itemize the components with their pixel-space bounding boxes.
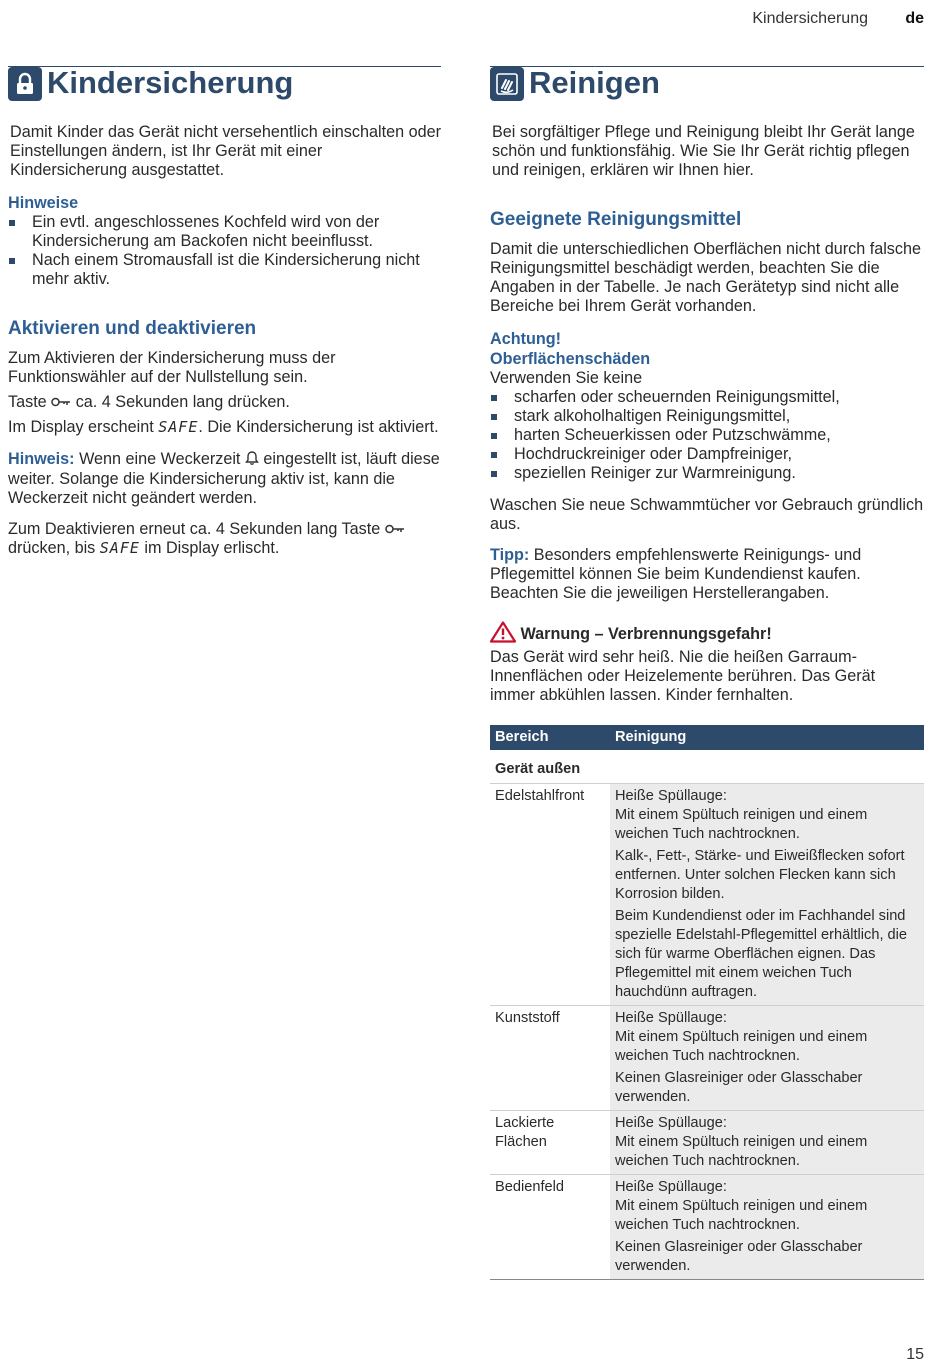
running-header-section: Kindersicherung <box>752 10 868 27</box>
tip-paragraph: Tipp: Besonders empfehlenswerte Reinigungs- und Pflegemittel können Sie beim Kundendienst kaufen. Beachten Sie die jeweiligen Herstellerangaben. <box>490 546 862 602</box>
deactivate-paragraph: Zum Deaktivieren erneut ca. 4 Sekunden lang Taste drücken, bis SAFE im Display erlischt. <box>8 520 441 558</box>
cleaning-cell <box>610 784 924 1006</box>
table-body <box>490 750 924 1280</box>
language-code: de <box>905 10 924 27</box>
cleaning-instruction: Heiße Spüllauge: Mit einem Spültuch reinigen und einem weichen Tuch nachtrocknen. <box>615 1010 868 1064</box>
list-item: stark alkoholhaltigen Reinigungsmittel, <box>490 407 924 426</box>
column-header-area: Bereich <box>490 725 610 750</box>
page-number: 15 <box>906 1346 924 1363</box>
cleaning-instruction: Heiße Spüllauge: Mit einem Spültuch reinigen und einem weichen Tuch nachtrocknen. <box>615 1179 868 1233</box>
caution-list <box>490 388 924 483</box>
activate-paragraph: Zum Aktivieren der Kindersicherung muss der Funktionswähler auf der Nullstellung sein. <box>8 349 336 386</box>
list-item: Ein evtl. angeschlossenes Kochfeld wird von der Kindersicherung am Backofen nicht beeinflusst. <box>8 213 441 251</box>
list-item: scharfen oder scheuernden Reinigungsmittel, <box>490 388 924 407</box>
child-lock-section <box>8 66 441 558</box>
alarm-hint: Hinweis: Wenn eine Weckerzeit eingestellt ist, läuft diese weiter. Solange die Kindersicherung aktiv ist, kann die Weckerzeit nicht geändert werden. <box>8 450 440 508</box>
table-group-row <box>490 750 924 784</box>
agents-paragraph: Damit die unterschiedlichen Oberflächen nicht durch falsche Reinigungsmittel beschädigt werden, beachten Sie die Angaben in der Tabelle. Je nach Gerätetyp sind nicht alle Bereiche bei Ihrem Gerät vorhanden. <box>490 240 922 315</box>
list-item: harten Scheuerkissen oder Putzschwämme, <box>490 426 924 445</box>
cleaning-cell <box>610 1175 924 1280</box>
cleaning-instruction: Kalk-, Fett-, Stärke- und Eiweißflecken sofort entfernen. Unter solchen Flecken kann sich Korrosion bilden. <box>615 848 905 902</box>
caution-subheading: Oberflächenschäden <box>490 350 651 368</box>
display-safe-text: SAFE <box>158 418 199 437</box>
caution-label: Achtung! <box>490 330 562 348</box>
key-icon <box>385 520 405 539</box>
table-header-row <box>490 725 924 750</box>
warning-text: Das Gerät wird sehr heiß. Nie die heißen Garraum-Innenflächen oder Heizelemente berühren. Das Gerät immer abkühlen lassen. Kinder fernhalten. <box>490 648 876 704</box>
table-row <box>490 1111 924 1175</box>
intro-paragraph: Damit Kinder das Gerät nicht versehentlich einschalten oder Einstellungen ändern, ist Ihr Gerät mit einer Kindersicherung ausgestattet. <box>10 123 441 179</box>
notes-heading: Hinweise <box>8 194 79 212</box>
caution-lead: Verwenden Sie keine <box>490 369 643 387</box>
display-paragraph: Im Display erscheint SAFE. Die Kindersicherung ist aktiviert. <box>8 418 439 437</box>
cleaning-hand-icon <box>490 67 524 101</box>
cleaning-cell <box>610 1111 924 1175</box>
area-cell: Bedienfeld <box>490 1175 610 1280</box>
cleaning-instruction: Keinen Glasreiniger oder Glasschaber verwenden. <box>615 1239 863 1274</box>
notes-list <box>8 213 441 289</box>
area-cell: Edelstahlfront <box>490 784 610 1006</box>
child-lock-title-row <box>8 66 441 117</box>
cleaning-title: Reinigen <box>529 65 660 100</box>
cleaning-title-row <box>490 66 924 117</box>
bell-icon <box>245 449 259 470</box>
key-icon <box>51 393 71 412</box>
cleaning-section <box>490 66 924 1280</box>
page-title: Kindersicherung <box>47 65 294 100</box>
group-label: Gerät außen <box>490 750 924 784</box>
warning-title-row <box>490 621 924 648</box>
cleaning-cell <box>610 1006 924 1111</box>
activate-step: Taste ca. 4 Sekunden lang drücken. <box>8 393 290 411</box>
table-row <box>490 1175 924 1280</box>
activate-heading: Aktivieren und deaktivieren <box>8 318 257 339</box>
cleaning-intro: Bei sorgfältiger Pflege und Reinigung bleibt Ihr Gerät lange schön und funktionsfähig. Wie Sie Ihr Gerät richtig pflegen und reinigen, erklären wir Ihnen hier. <box>492 123 915 179</box>
lock-icon <box>8 67 42 101</box>
column-header-cleaning: Reinigung <box>610 725 924 750</box>
list-item: Nach einem Stromausfall ist die Kindersicherung nicht mehr aktiv. <box>8 251 441 289</box>
cleaning-instruction: Keinen Glasreiniger oder Glasschaber verwenden. <box>615 1070 863 1105</box>
list-item: Hochdruckreiniger oder Dampfreiniger, <box>490 445 924 464</box>
wash-paragraph: Waschen Sie neue Schwammtücher vor Gebrauch gründlich aus. <box>490 496 924 533</box>
warning-title: Warnung – Verbrennungsgefahr! <box>520 624 772 643</box>
display-safe-text: SAFE <box>99 539 140 558</box>
cleaning-instruction: Beim Kundendienst oder im Fachhandel sind spezielle Edelstahl-Pflegemittel erhältlich, die sich für warme Oberflächen eignen. Das Pflegemittel mit einem weichen Tuch hauchdünn auftragen. <box>615 908 908 1000</box>
area-cell: Kunststoff <box>490 1006 610 1111</box>
list-item: speziellen Reiniger zur Warmreinigung. <box>490 464 924 483</box>
cleaning-instruction: Heiße Spüllauge: Mit einem Spültuch reinigen und einem weichen Tuch nachtrocknen. <box>615 1115 868 1169</box>
warning-triangle-icon <box>490 621 516 648</box>
cleaning-instruction: Heiße Spüllauge: Mit einem Spültuch reinigen und einem weichen Tuch nachtrocknen. <box>615 788 868 842</box>
cleaning-table <box>490 725 924 1280</box>
area-cell: Lackierte Flächen <box>490 1111 610 1175</box>
agents-heading: Geeignete Reinigungsmittel <box>490 209 742 230</box>
table-row <box>490 784 924 1006</box>
table-row <box>490 1006 924 1111</box>
